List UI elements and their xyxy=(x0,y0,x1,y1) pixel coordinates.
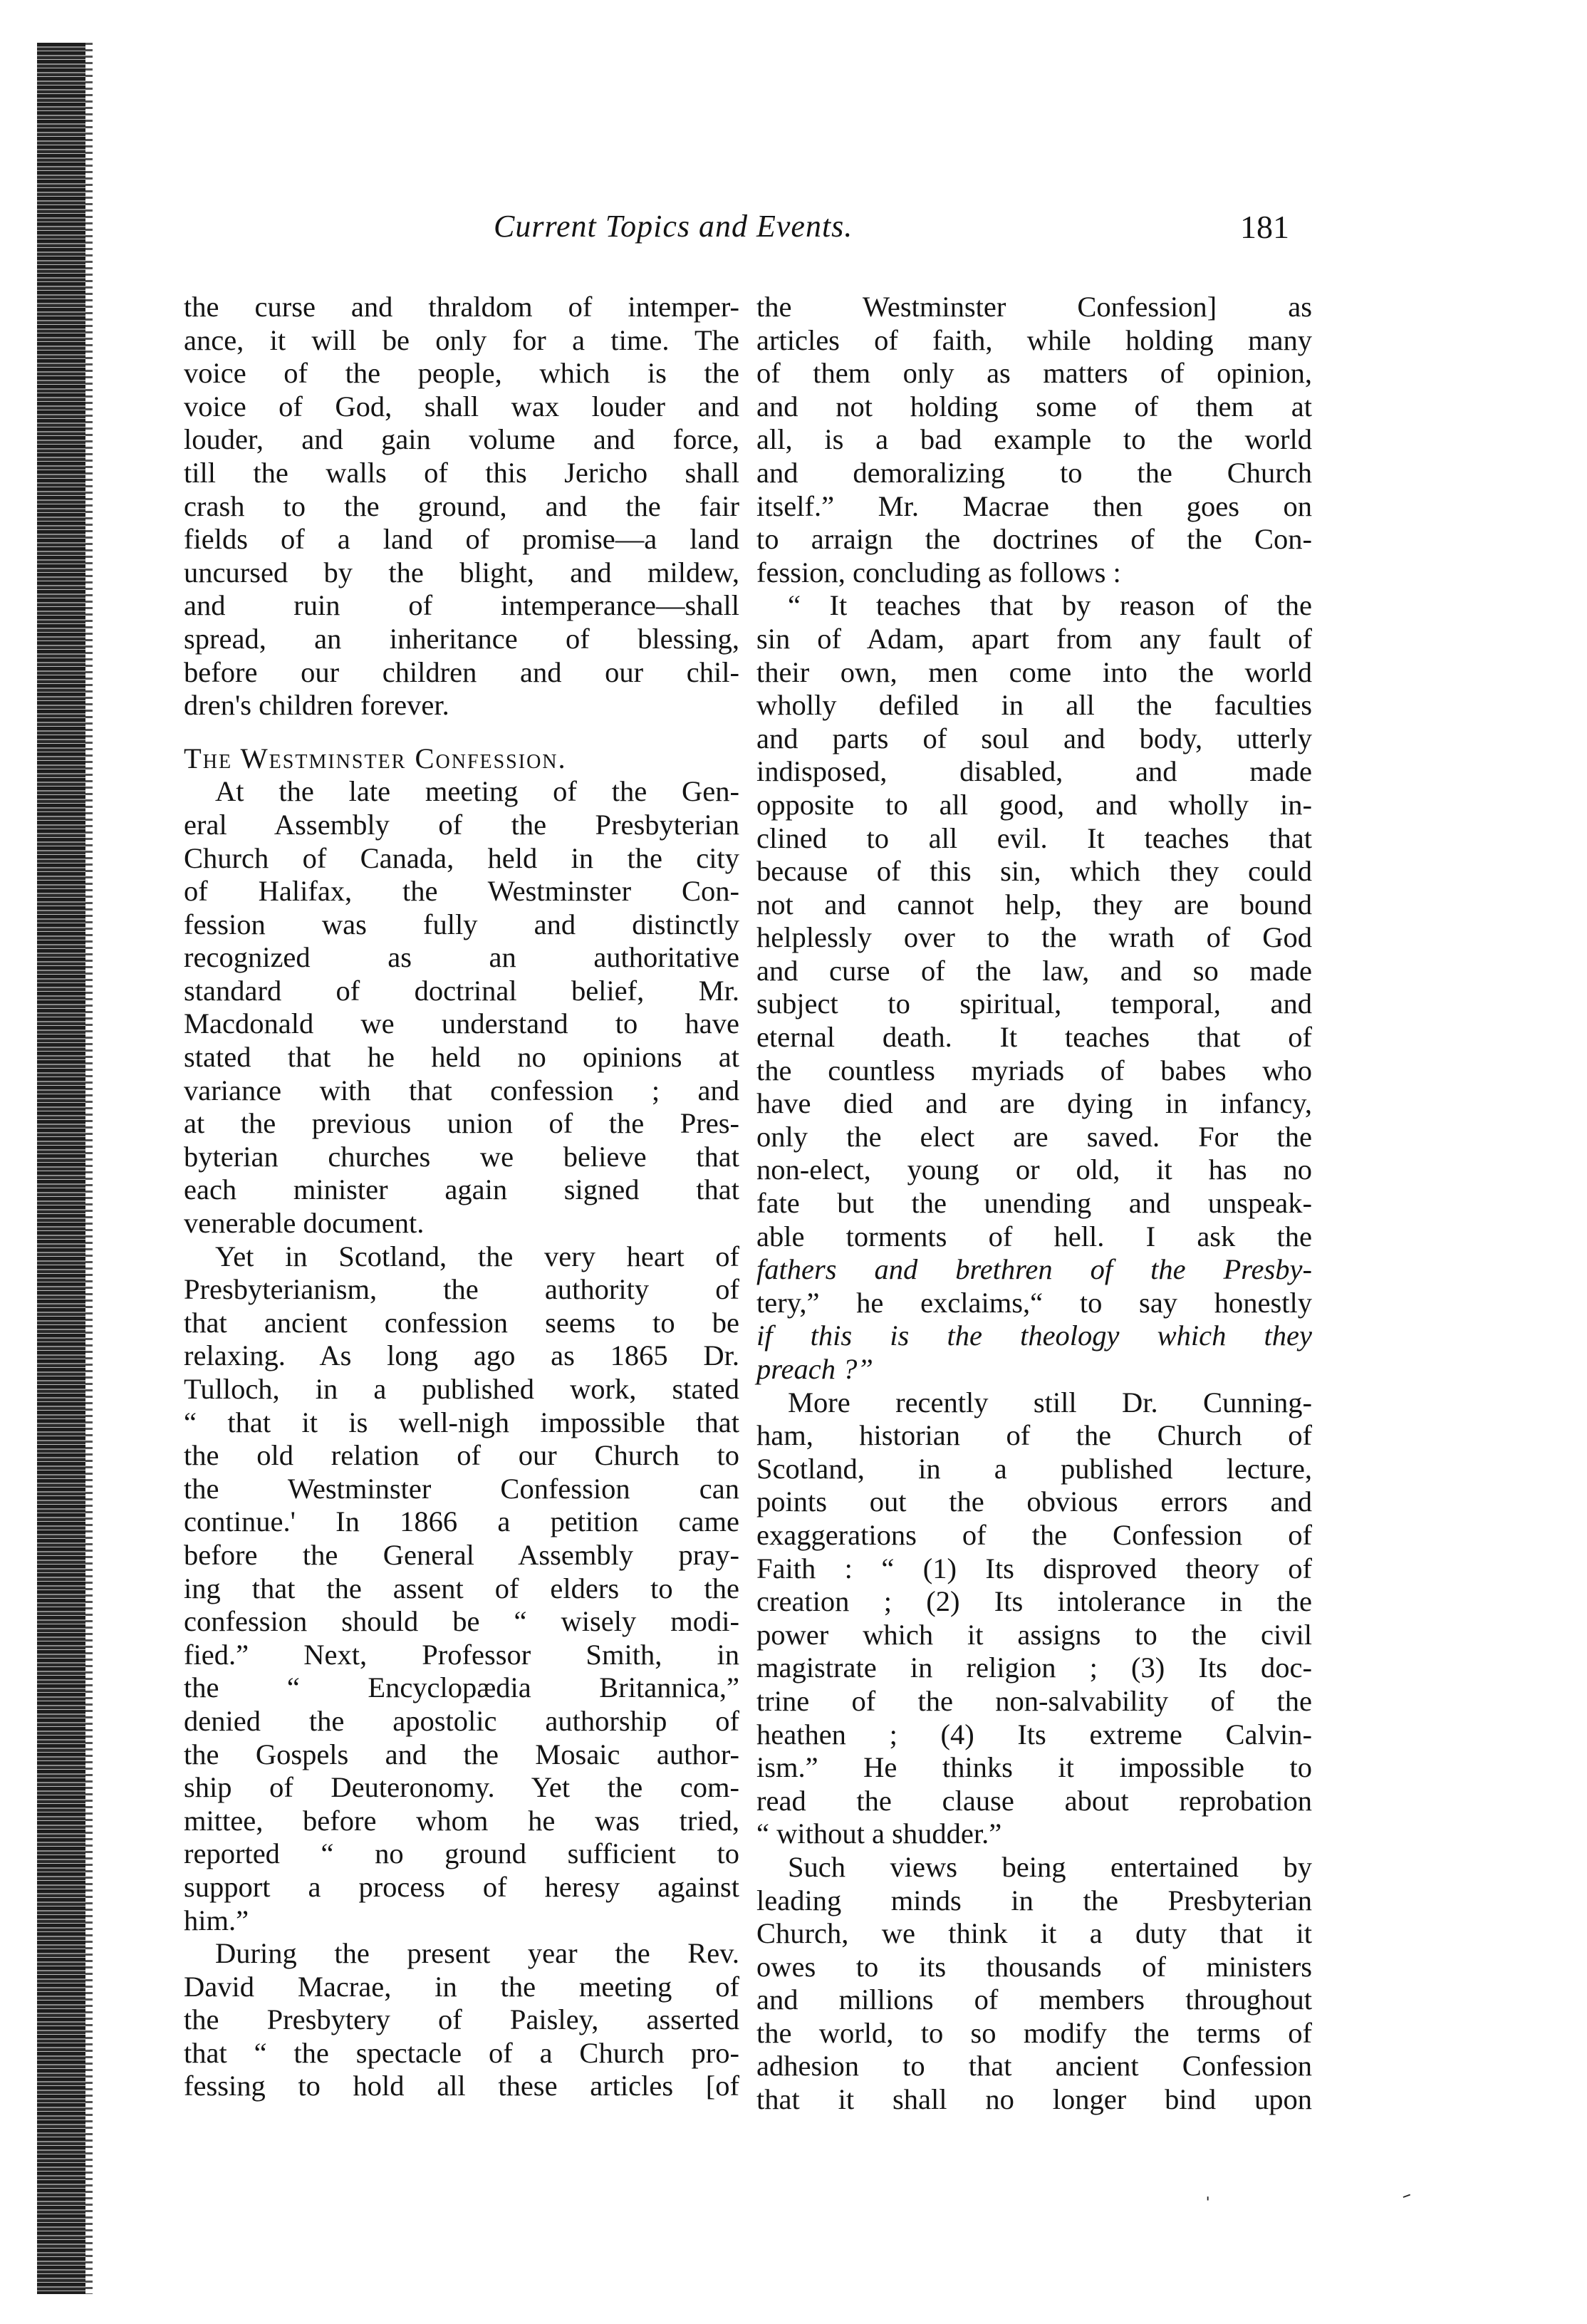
text-line: voice of the people, which is the xyxy=(184,357,739,390)
text-line: venerable document. xyxy=(184,1207,425,1240)
text-line: David Macrae, in the meeting of xyxy=(184,1970,739,2003)
text-line: articles of faith, while holding many xyxy=(756,323,1312,356)
page-binding-edge xyxy=(37,43,87,2294)
text-line: ham, historian of the Church of xyxy=(756,1419,1312,1452)
text-line: magistrate in religion ; (3) Its doc- xyxy=(756,1651,1312,1684)
text-line: him.” xyxy=(184,1904,249,1936)
text-line: at the previous union of the Pres- xyxy=(184,1107,739,1140)
text-line: dren's children forever. xyxy=(184,689,449,722)
text-line: Such views being entertained by xyxy=(788,1850,1312,1883)
text-line: and ruin of intemperance—shall xyxy=(184,589,739,622)
text-line: non-elect, young or old, it has no xyxy=(756,1153,1312,1186)
text-line: that it shall no longer bind upon xyxy=(756,2083,1312,2116)
text-line: fied.” Next, Professor Smith, in xyxy=(184,1638,739,1671)
text-line: of Halifax, the Westminster Con- xyxy=(184,875,739,908)
text-line: Scotland, in a published lecture, xyxy=(756,1452,1312,1485)
text-line: continue.' In 1866 a petition came xyxy=(184,1505,739,1538)
text-line: leading minds in the Presbyterian xyxy=(756,1884,1312,1916)
text-line: their own, men come into the world xyxy=(756,655,1312,688)
text-line: stated that he held no opinions at xyxy=(184,1041,739,1074)
text-line: standard of doctrinal belief, Mr. xyxy=(184,974,739,1007)
text-line: adhesion to that ancient Confession xyxy=(756,2050,1312,2082)
text-line: spread, an inheritance of blessing, xyxy=(184,622,739,655)
text-line: read the clause about reprobation xyxy=(756,1784,1312,1817)
text-line: helplessly over to the wrath of God xyxy=(756,921,1312,954)
text-line: support a process of heresy against xyxy=(184,1870,739,1903)
text-line: recognized as an authoritative xyxy=(184,941,739,974)
text-line: During the present year the Rev. xyxy=(215,1937,739,1970)
text-line: heathen ; (4) Its extreme Calvin- xyxy=(756,1718,1312,1750)
text-line: have died and are dying in infancy, xyxy=(756,1087,1312,1120)
text-line: mittee, before whom he was tried, xyxy=(184,1804,739,1837)
page-header xyxy=(178,208,1289,262)
text-line: because of this sin, which they could xyxy=(756,855,1312,888)
section-heading: The Westminster Confession. xyxy=(184,742,567,774)
text-line: power which it assigns to the civil xyxy=(756,1618,1312,1651)
text-line: relaxing. As long ago as 1865 Dr. xyxy=(184,1339,739,1372)
text-line: crash to the ground, and the fair xyxy=(184,489,739,522)
text-line: ing that the assent of elders to the xyxy=(184,1572,739,1604)
text-line: of them only as matters of opinion, xyxy=(756,357,1312,390)
text-line: and curse of the law, and so made xyxy=(756,954,1312,987)
text-line: and parts of soul and body, utterly xyxy=(756,722,1312,754)
text-line: denied the apostolic authorship of xyxy=(184,1704,739,1737)
text-line: fession, concluding as follows : xyxy=(756,556,1121,588)
text-line: wholly defiled in all the faculties xyxy=(756,689,1312,722)
text-line: tery,” he exclaims,“ to say honestly xyxy=(756,1286,1312,1319)
text-line: to arraign the doctrines of the Con- xyxy=(756,523,1312,556)
text-line: the world, to so modify the terms of xyxy=(756,2016,1312,2049)
text-line: uncursed by the blight, and mildew, xyxy=(184,556,739,588)
text-line: and millions of members throughout xyxy=(756,1983,1312,2016)
page-number: 181 xyxy=(1240,209,1289,245)
text-line: all, is a bad example to the world xyxy=(756,423,1312,456)
ink-mark: ˈ xyxy=(1204,2193,1212,2219)
text-line: before the General Assembly pray- xyxy=(184,1538,739,1571)
text-line: that ancient confession seems to be xyxy=(184,1306,739,1339)
text-line: reported “ no ground sufficient to xyxy=(184,1837,739,1870)
text-line: fields of a land of promise—a land xyxy=(184,523,739,556)
text-line: points out the obvious errors and xyxy=(756,1485,1312,1518)
text-line: if this is the theology which they xyxy=(756,1319,1312,1352)
text-line: ance, it will be only for a time. The xyxy=(184,323,739,356)
text-line: the countless myriads of babes who xyxy=(756,1054,1312,1086)
text-line: the “ Encyclopædia Britannica,” xyxy=(184,1671,739,1704)
text-line: exaggerations of the Confession of xyxy=(756,1518,1312,1551)
text-line: “ without a shudder.” xyxy=(756,1817,1002,1850)
text-line: louder, and gain volume and force, xyxy=(184,423,739,456)
text-line: Tulloch, in a published work, stated xyxy=(184,1373,739,1405)
text-line: not and cannot help, they are bound xyxy=(756,888,1312,920)
text-line: fathers and brethren of the Presby- xyxy=(756,1253,1312,1286)
text-line: till the walls of this Jericho shall xyxy=(184,456,739,489)
text-line: clined to all evil. It teaches that xyxy=(756,821,1312,854)
text-line: fessing to hold all these articles [of xyxy=(184,2070,739,2102)
text-line: Faith : “ (1) Its disproved theory of xyxy=(756,1552,1312,1584)
text-line: Macdonald we understand to have xyxy=(184,1007,739,1040)
running-title: Current Topics and Events. xyxy=(494,209,853,244)
text-line: Presbyterianism, the authority of xyxy=(184,1273,739,1306)
text-line: the curse and thraldom of intemper- xyxy=(184,291,739,323)
text-line: indisposed, disabled, and made xyxy=(756,755,1312,788)
text-line: the Westminster Confession can xyxy=(184,1472,739,1505)
text-line: trine of the non-salvability of the xyxy=(756,1684,1312,1717)
text-line: Church, we think it a duty that it xyxy=(756,1917,1312,1950)
text-line: At the late meeting of the Gen- xyxy=(215,775,739,808)
text-line: eternal death. It teaches that of xyxy=(756,1021,1312,1054)
text-line: the old relation of our Church to xyxy=(184,1439,739,1472)
text-line: Yet in Scotland, the very heart of xyxy=(215,1240,739,1272)
text-line: itself.” Mr. Macrae then goes on xyxy=(756,489,1312,522)
text-line: sin of Adam, apart from any fault of xyxy=(756,622,1312,655)
text-line: “ that it is well-nigh impossible that xyxy=(184,1406,739,1438)
text-line: creation ; (2) Its intolerance in the xyxy=(756,1585,1312,1618)
text-line: “ It teaches that by reason of the xyxy=(788,589,1312,622)
paragraph-gap xyxy=(184,722,739,742)
text-line: the Gospels and the Mosaic author- xyxy=(184,1738,739,1770)
text-line: the Presbytery of Paisley, asserted xyxy=(184,2003,739,2036)
text-line: opposite to all good, and wholly in- xyxy=(756,788,1312,821)
text-line: owes to its thousands of ministers xyxy=(756,1950,1312,1983)
text-line: able torments of hell. I ask the xyxy=(756,1220,1312,1252)
text-line: and not holding some of them at xyxy=(756,390,1312,422)
right-text-column xyxy=(756,291,1312,2117)
text-line: ship of Deuteronomy. Yet the com- xyxy=(184,1771,739,1804)
text-line: fession was fully and distinctly xyxy=(184,908,739,940)
text-line: subject to spiritual, temporal, and xyxy=(756,987,1312,1020)
text-line: the Westminster Confession] as xyxy=(756,291,1312,323)
text-line: each minister again signed that xyxy=(184,1173,739,1206)
text-line: ism.” He thinks it impossible to xyxy=(756,1751,1312,1784)
text-line: preach ?” xyxy=(756,1353,873,1385)
text-line: and demoralizing to the Church xyxy=(756,456,1312,489)
text-line: that “ the spectacle of a Church pro- xyxy=(184,2036,739,2069)
text-line: confession should be “ wisely modi- xyxy=(184,1605,739,1638)
text-line: fate but the unending and unspeak- xyxy=(756,1187,1312,1220)
text-line: before our children and our chil- xyxy=(184,655,739,688)
text-line: byterian churches we believe that xyxy=(184,1140,739,1173)
text-line: only the elect are saved. For the xyxy=(756,1120,1312,1153)
text-line: eral Assembly of the Presbyterian xyxy=(184,808,739,841)
text-line: variance with that confession ; and xyxy=(184,1074,739,1106)
text-line: Church of Canada, held in the city xyxy=(184,841,739,874)
text-line: voice of God, shall wax louder and xyxy=(184,390,739,422)
left-text-column xyxy=(184,291,739,2103)
ink-mark: ˗ xyxy=(1397,2179,1415,2207)
text-line: More recently still Dr. Cunning- xyxy=(788,1386,1312,1418)
